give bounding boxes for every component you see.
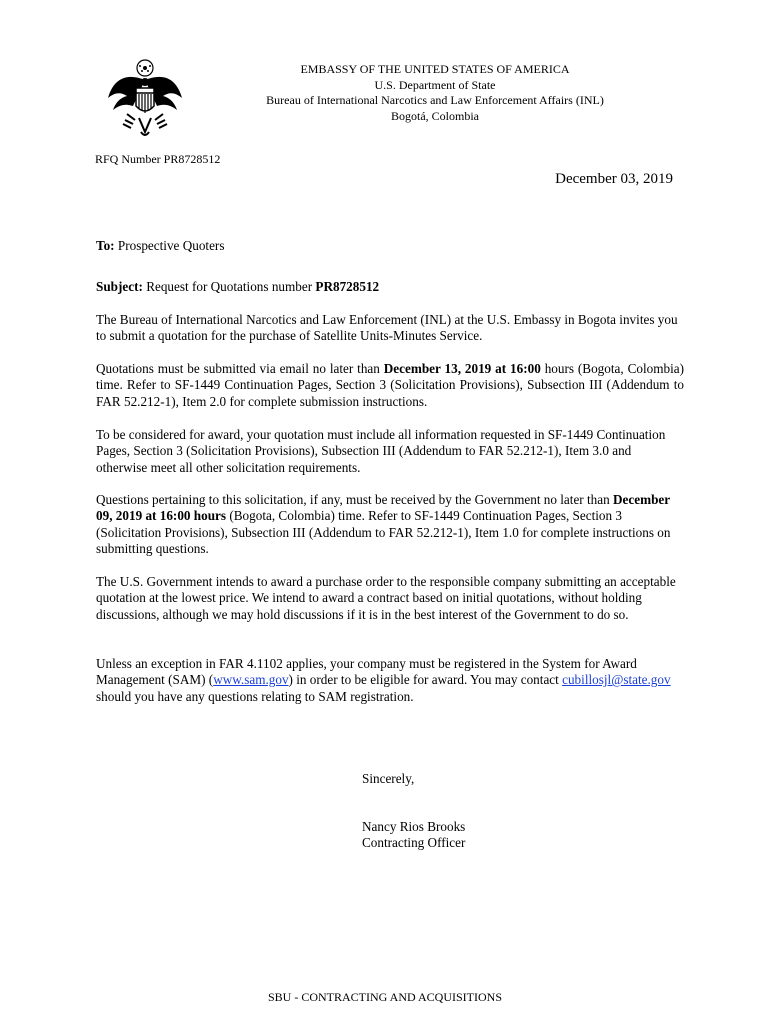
to-label: To: — [96, 238, 115, 253]
paragraph-questions-b: (Bogota, Colombia) time. Refer to SF-1449 Continuation Pages, Section 3 (Solicitation Provisions), Subsection III (Addendum to FAR 52.212-1), Item 1.0 for complete instructions on submitting questions. — [96, 508, 671, 556]
subject-text: Request for Quotations number — [142, 279, 316, 294]
paragraph-award-intent-text: The U.S. Government intends to award a purchase order to the responsible company submitting an acceptable quotation at the lowest price. We intend to award a contract based on initial quotations, without holding discussions, although we may hold discussions if it is in the best interest of the Government to do so. — [96, 574, 676, 622]
closing: Sincerely, — [362, 771, 415, 786]
submission-deadline: December 13, 2019 at 16:00 — [383, 361, 541, 376]
to-value: Prospective Quoters — [114, 238, 225, 253]
paragraph-submission-b: hours (Bogota, Colombia) time. Refer to SF-1449 Continuation Pages, Section 3 (Solicitation Provisions), Subsection III (Addendum to FAR 52.212-1), Item 2.0 for complete submission instructions. — [96, 361, 684, 409]
footer-classification: SBU - CONTRACTING AND ACQUISITIONS — [267, 990, 502, 1004]
paragraph-questions-a: Questions pertaining to this solicitation, if any, must be received by the Government no later than — [96, 492, 613, 507]
department-name: U.S. Department of State — [374, 77, 496, 92]
signer-name: Nancy Rios Brooks — [362, 819, 466, 834]
embassy-seal-icon — [105, 58, 185, 140]
subject-number: PR8728512 — [315, 279, 380, 294]
paragraph-sam-b: ) in order to be eligible for award. You may contact — [288, 672, 563, 688]
bureau-name: Bureau of International Narcotics and Law Enforcement Affairs (INL) — [266, 93, 604, 107]
sam-link[interactable]: www.sam.gov — [213, 672, 289, 688]
paragraph-submission-a: Quotations must be submitted via email no later than — [96, 361, 384, 376]
subject-label: Subject: — [96, 279, 143, 294]
paragraph-sam-a: Unless an exception in FAR 4.1102 applies, your company must be registered in the System for Award Management (SAM) ( — [96, 656, 637, 688]
paragraph-submission — [96, 361, 684, 410]
location: Bogotá, Colombia — [391, 108, 479, 123]
paragraph-sam-c: should you have any questions relating to SAM registration. — [96, 688, 414, 704]
rfq-number: RFQ Number PR8728512 — [95, 152, 221, 166]
to-line — [96, 238, 684, 254]
paragraph-intro-text: The Bureau of International Narcotics and Law Enforcement (INL) at the U.S. Embassy in Bogota invites you to submit a quotation for the purchase of Satellite Units-Minutes Service. — [96, 312, 678, 344]
letter-date: December 03, 2019 — [555, 171, 673, 187]
subject-line — [96, 279, 684, 295]
paragraph-award-requirements-text: To be considered for award, your quotation must include all information requested in SF-1449 Continuation Pages, Section 3 (Solicitation Provisions), Subsection III (Addendum to FAR 52.212-1), Item 3.0 and otherwise meet all other solicitation requirements. — [96, 427, 666, 475]
signature-block — [362, 819, 465, 852]
paragraph-sam — [96, 656, 684, 705]
contact-email-link[interactable]: cubillosjl@state.gov — [562, 672, 671, 688]
paragraph-award-intent — [96, 574, 684, 623]
paragraph-intro — [96, 312, 684, 345]
paragraph-questions — [96, 492, 684, 557]
embassy-name: EMBASSY OF THE UNITED STATES OF AMERICA — [300, 62, 570, 76]
questions-deadline: December 09, 2019 at 16:00 hours — [96, 492, 670, 524]
signer-title: Contracting Officer — [362, 835, 466, 851]
paragraph-award-requirements — [96, 427, 684, 476]
letterhead — [200, 62, 670, 124]
